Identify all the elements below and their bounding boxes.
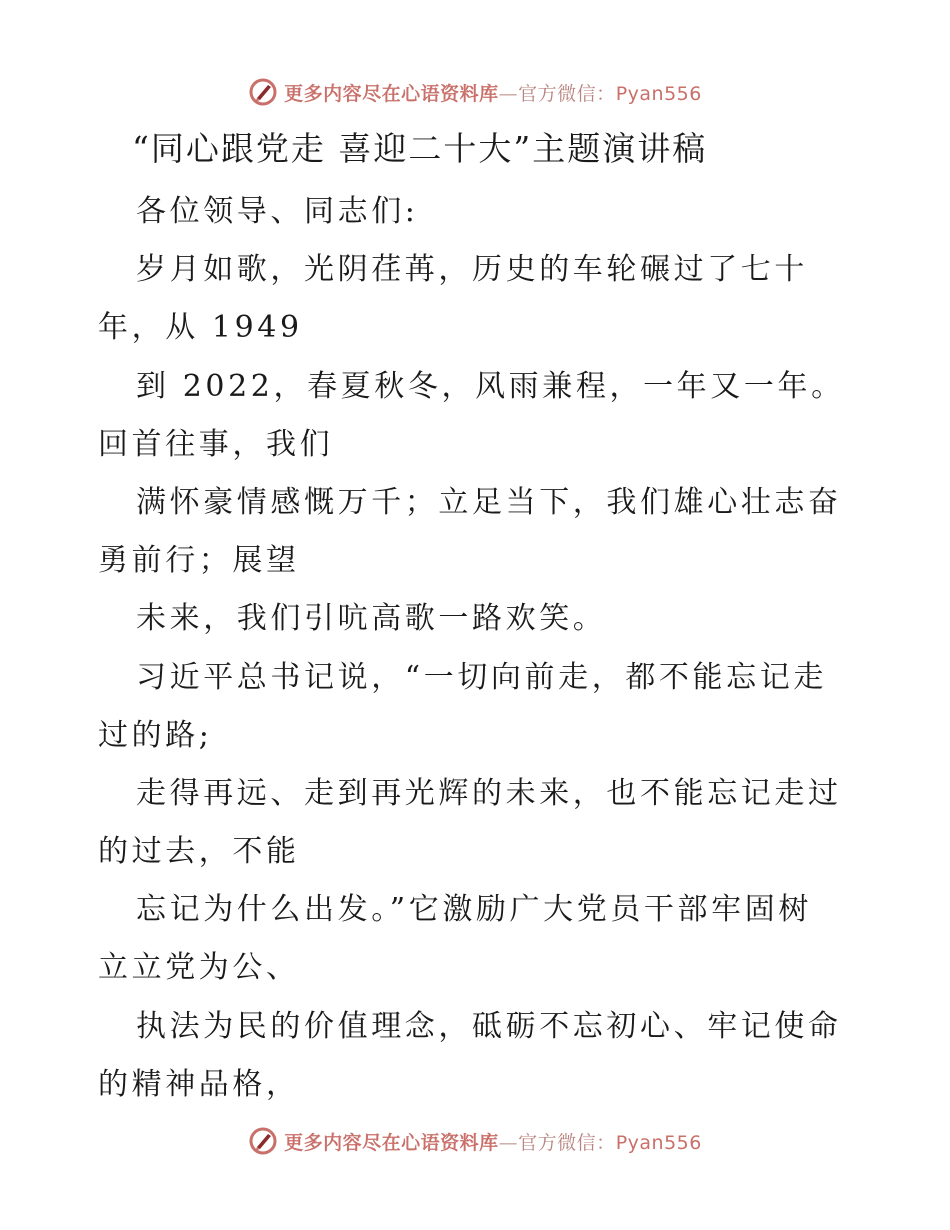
body-line: 走得再远、走到再光辉的未来，也不能忘记走过 <box>136 775 842 811</box>
body-line: 勇前行；展望 <box>98 543 300 579</box>
watermark-brand: 更多内容尽在心语资料库 <box>284 1131 499 1154</box>
header-watermark <box>0 72 950 112</box>
quill-logo-icon <box>248 77 278 107</box>
document-title: “同心跟党走 喜迎二十大”主题演讲稿 <box>132 129 708 168</box>
watermark-wechat-id: Pyan556 <box>615 82 702 105</box>
body-line: 满怀豪情感慨万千；立足当下，我们雄心壮志奋 <box>136 484 842 520</box>
body-line: 岁月如歌，光阴荏苒，历史的车轮碾过了七十 <box>136 252 808 288</box>
body-line: 的精神品格， <box>98 1066 300 1102</box>
body-line: 忘记为什么出发。”它激励广大党员干部牢固树 <box>136 892 812 928</box>
document-body <box>98 183 858 1114</box>
quill-logo-icon <box>248 1126 278 1156</box>
watermark-wechat-id: Pyan556 <box>615 1131 702 1154</box>
body-line: 回首往事，我们 <box>98 426 334 462</box>
body-line: 的过去，不能 <box>98 834 300 870</box>
body-line: 立立党为公、 <box>98 950 300 986</box>
body-line: 过的路; <box>98 717 213 753</box>
body-line: 年，从 1949 <box>98 310 303 346</box>
watermark-wechat-label: 官方微信： <box>518 1131 616 1154</box>
body-line: 各位领导、同志们: <box>136 194 419 229</box>
footer-watermark <box>0 1121 950 1161</box>
watermark-wechat-label: 官方微信： <box>518 82 616 105</box>
body-line: 未来，我们引吭高歌一路欢笑。 <box>136 601 607 637</box>
body-line: 习近平总书记说，“一切向前走，都不能忘记走 <box>136 659 827 695</box>
body-line: 执法为民的价值理念，砥砺不忘初心、牢记使命 <box>136 1008 842 1044</box>
watermark-text <box>284 1128 702 1155</box>
watermark-brand: 更多内容尽在心语资料库 <box>284 82 499 105</box>
watermark-text <box>284 79 702 106</box>
watermark-dash: — <box>498 1131 519 1154</box>
watermark-dash: — <box>498 82 519 105</box>
body-line: 到 2022，春夏秋冬，风雨兼程，一年又一年。 <box>136 368 845 404</box>
